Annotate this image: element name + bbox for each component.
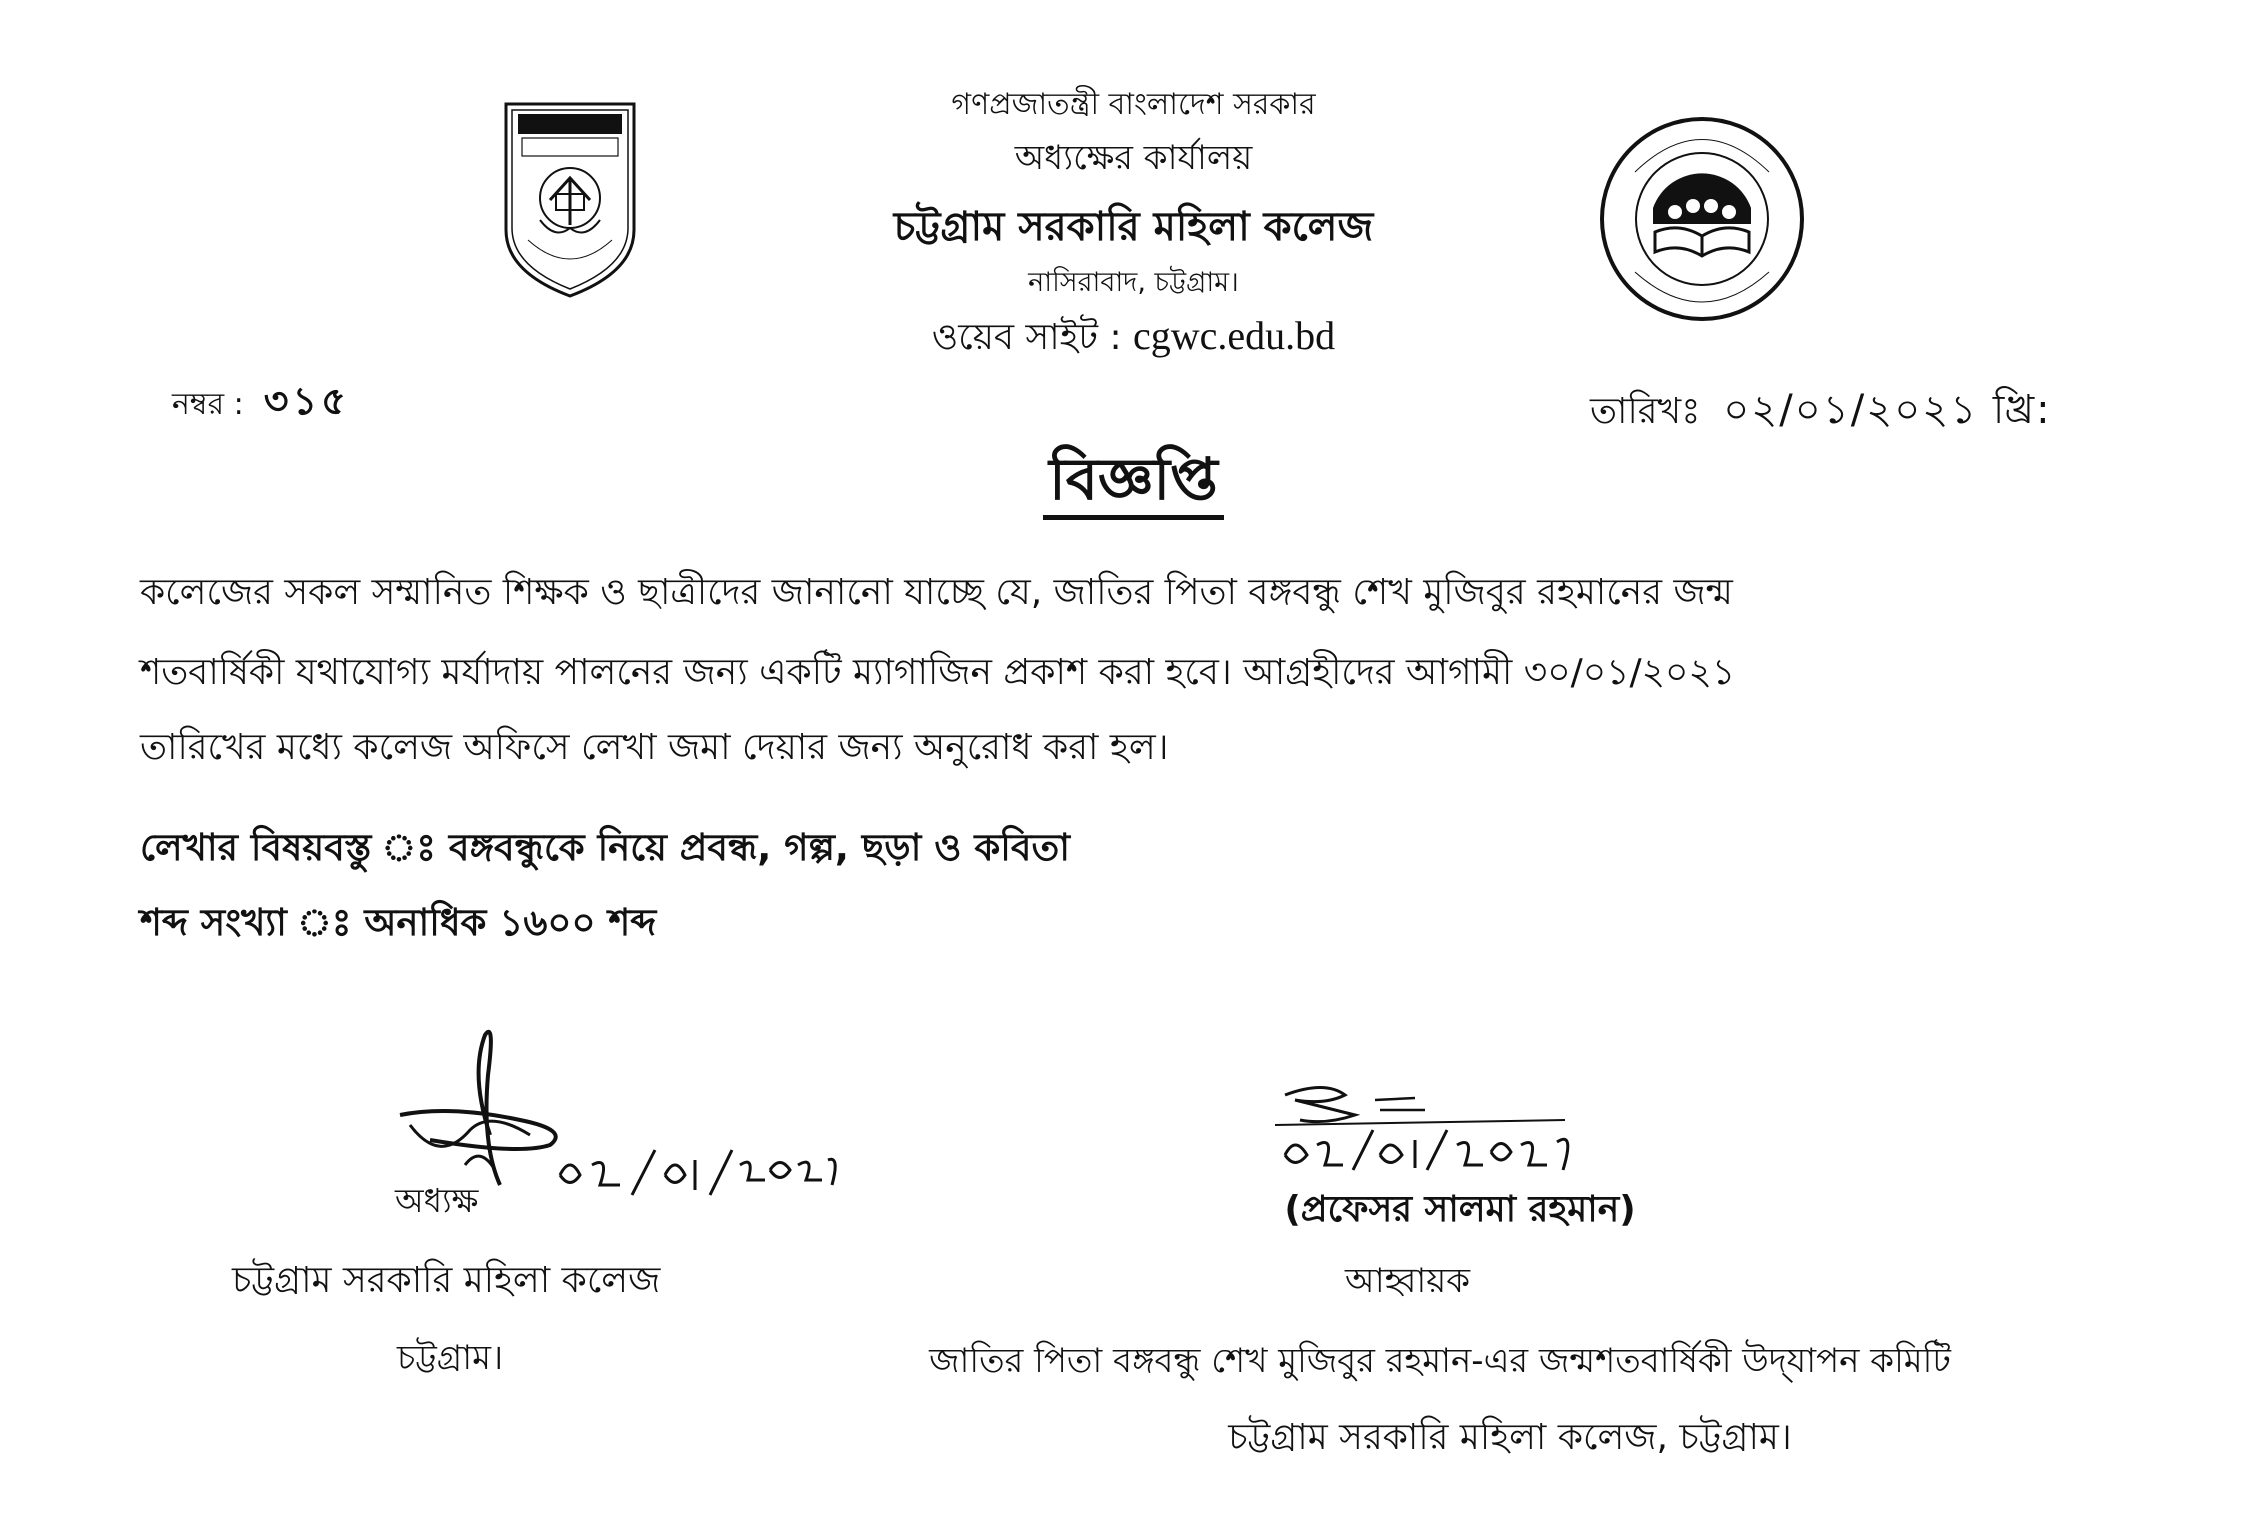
notice-title-text: বিজ্ঞপ্তি: [1043, 445, 1224, 520]
body-line-3: তারিখের মধ্যে কলেজ অফিসে লেখা জমা দেয়ার জন্য অনুরোধ করা হল।: [140, 727, 1169, 768]
principal-city: চট্টগ্রাম।: [397, 1338, 504, 1378]
convener-signature: [1265, 1070, 1645, 1180]
convener-role: আহ্বায়ক: [1345, 1261, 1471, 1301]
principal-college: চট্টগ্রাম সরকারি মহিলা কলেজ: [232, 1260, 661, 1301]
word-count: শব্দ সংখ্যা ঃ অনাধিক ১৬০০ শব্দ: [140, 901, 657, 944]
college-name: চট্টগ্রাম সরকারি মহিলা কলেজ: [893, 204, 1374, 250]
committee-college: চট্টগ্রাম সরকারি মহিলা কলেজ, চট্টগ্রাম।: [1228, 1417, 1792, 1458]
body-line-1: কলেজের সকল সম্মানিত শিক্ষক ও ছাত্রীদের জানানো যাচ্ছে যে, জাতির পিতা বঙ্গবন্ধু শেখ মুজিবুর রহমানের জন্ম: [140, 572, 1733, 613]
website-url[interactable]: cgwc.edu.bd: [1133, 313, 1336, 358]
committee-name: জাতির পিতা বঙ্গবন্ধু শেখ মুজিবুর রহমান-এর জন্মশতবার্ষিকী উদ্‌যাপন কমিটি: [929, 1341, 1951, 1381]
convener-name: (প্রফেসর সালমা রহমান): [1284, 1189, 1636, 1230]
memo-value: ৩১৫: [263, 379, 350, 423]
memo-number: [172, 372, 350, 436]
memo-label: নম্বর :: [172, 387, 244, 422]
notice-title: [0, 435, 2267, 532]
date-value: ০২/০১/২০২১ খ্রি:: [1723, 387, 2052, 433]
principal-title: অধ্যক্ষ: [395, 1181, 479, 1220]
date-label: তারিখঃ: [1590, 391, 1701, 432]
body-line-2: শতবার্ষিকী যথাযোগ্য মর্যাদায় পালনের জন্য একটি ম্যাগাজিন প্রকাশ করা হবে। আগ্রহীদের আগামী ৩০/০১/২০২১: [140, 652, 1736, 693]
government-name: গণপ্রজাতন্ত্রী বাংলাদেশ সরকার: [951, 87, 1316, 122]
college-address: নাসিরাবাদ, চট্টগ্রাম।: [1028, 267, 1239, 298]
office-name: অধ্যক্ষের কার্যালয়: [1014, 138, 1253, 178]
writing-subject: লেখার বিষয়বস্তু ঃ বঙ্গবন্ধুকে নিয়ে প্রবন্ধ, গল্প, ছড়া ও কবিতা: [140, 826, 1070, 869]
website-label: ওয়েব সাইট :: [931, 317, 1134, 358]
website-line: [0, 310, 2267, 370]
